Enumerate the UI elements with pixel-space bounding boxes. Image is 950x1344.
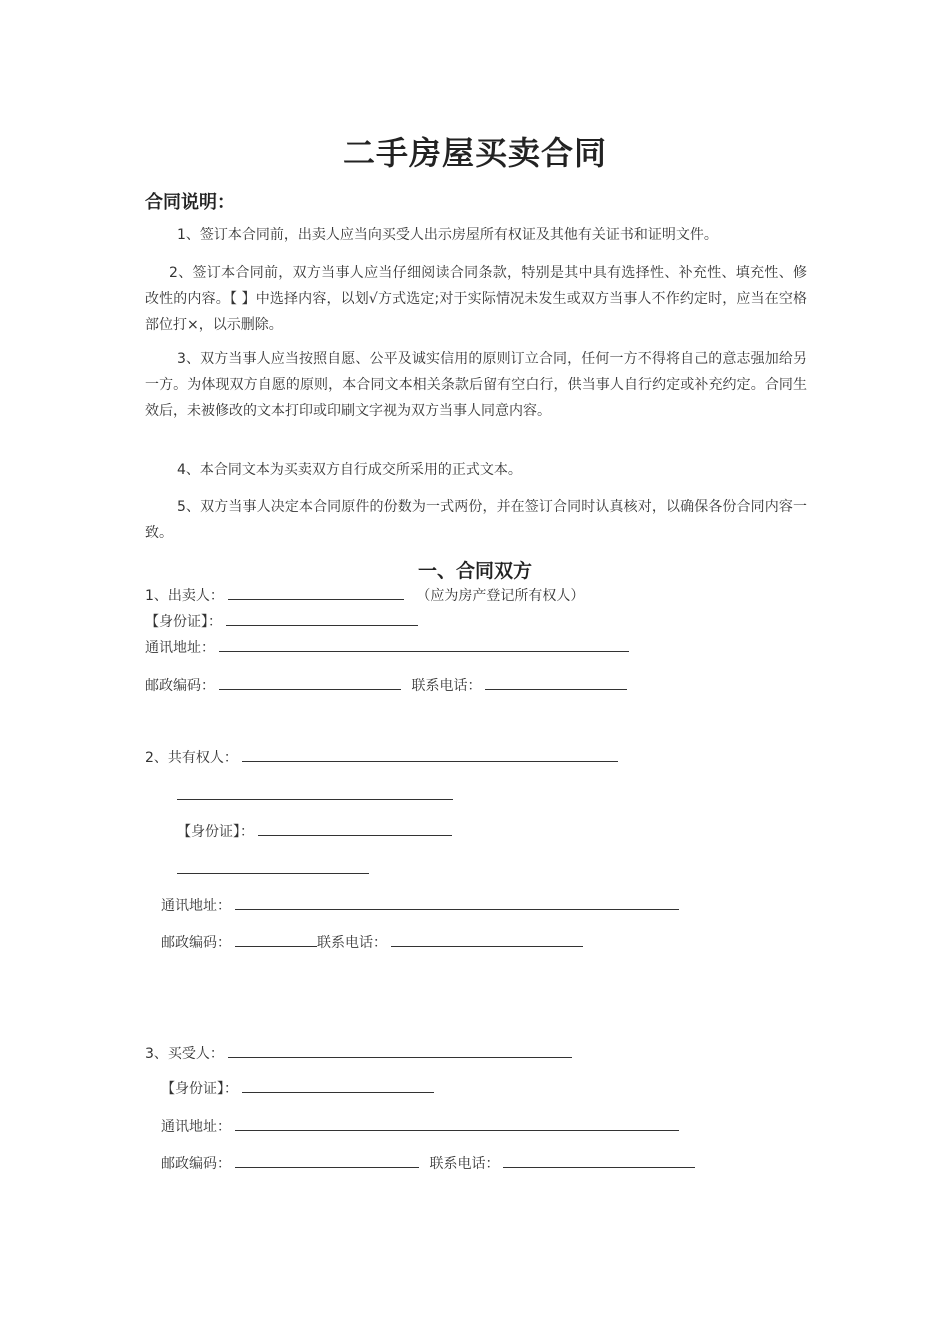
section-title-parties: 一、合同双方 [417, 560, 532, 582]
note-paragraph: 5、双方当事人决定本合同原件的份数为一式两份，并在签订合同时认真核对，以确保各份合同内容一致。 [145, 499, 807, 541]
seller-address-field[interactable] [219, 636, 629, 652]
seller-phone-field[interactable] [485, 674, 627, 690]
buyer-label: 3、买受人： [145, 1046, 224, 1062]
seller-postcode-label: 邮政编码： [145, 678, 215, 694]
coowner-address-field[interactable] [235, 894, 679, 910]
buyer-postcode-field[interactable] [235, 1152, 419, 1168]
coowner-id-row [177, 820, 452, 842]
coowner-name-field[interactable] [242, 746, 618, 762]
coowner-label: 2、共有权人： [145, 750, 238, 766]
coowner-address-label: 通讯地址： [161, 898, 231, 914]
seller-label: 1、出卖人： [145, 588, 224, 604]
document-title: 二手房屋买卖合同 [342, 134, 607, 172]
seller-address-label: 通讯地址： [145, 640, 215, 656]
note-paragraph: 3、双方当事人应当按照自愿、公平及诚实信用的原则订立合同，任何一方不得将自己的意志强加给另一方。为体现双方自愿的原则，本合同文本相关条款后留有空白行，供当事人自行约定或补充约定。合同生效后，未被修改的文本打印或印刷文字视为双方当事人同意内容。 [145, 351, 807, 419]
coowner-phone-label: 联系电话： [317, 935, 387, 951]
seller-row [145, 584, 584, 606]
buyer-postcode-label: 邮政编码： [161, 1156, 231, 1172]
note-paragraph: 1、签订本合同前，出卖人应当向买受人出示房屋所有权证及其他有关证书和证明文件。 [177, 227, 718, 243]
coowner-extra-line[interactable] [177, 799, 453, 800]
coowner-address-row [161, 894, 679, 916]
coowner-contact-row [161, 931, 583, 953]
coowner-id-extra-line[interactable] [177, 873, 369, 874]
coowner-id-field[interactable] [258, 820, 452, 836]
buyer-name-field[interactable] [228, 1042, 572, 1058]
notes-heading: 合同说明： [145, 192, 235, 213]
seller-id-row [145, 610, 418, 632]
buyer-id-row [161, 1077, 434, 1099]
coowner-row [145, 746, 618, 768]
buyer-address-field[interactable] [235, 1115, 679, 1131]
seller-phone-label: 联系电话： [411, 678, 482, 694]
buyer-phone-label: 联系电话： [429, 1156, 500, 1172]
seller-id-label: 【身份证】： [145, 614, 222, 630]
buyer-id-field[interactable] [242, 1077, 434, 1093]
buyer-contact-row [161, 1152, 695, 1174]
note-paragraph: 2、签订本合同前，双方当事人应当仔细阅读合同条款，特别是其中具有选择性、补充性、填充性、修改性的内容。【 】中选择内容，以划√方式选定;对于实际情况未发生或双方当事人不作约定时，应当在空格部位打×，以示删除。 [145, 265, 807, 333]
seller-id-field[interactable] [226, 610, 418, 626]
buyer-address-label: 通讯地址： [161, 1119, 231, 1135]
note-paragraph: 4、本合同文本为买卖双方自行成交所采用的正式文本。 [177, 462, 522, 478]
coowner-postcode-label: 邮政编码： [161, 935, 231, 951]
seller-contact-row [145, 674, 627, 696]
coowner-id-label: 【身份证】： [177, 824, 254, 840]
seller-name-field[interactable] [228, 584, 404, 600]
coowner-phone-field[interactable] [391, 931, 583, 947]
seller-postcode-field[interactable] [219, 674, 401, 690]
seller-note: （应为房产登记所有权人） [416, 588, 585, 604]
buyer-row [145, 1042, 572, 1064]
buyer-address-row [161, 1115, 679, 1137]
buyer-id-label: 【身份证】： [161, 1081, 238, 1097]
coowner-postcode-field[interactable] [235, 931, 317, 947]
seller-address-row [145, 636, 629, 658]
buyer-phone-field[interactable] [503, 1152, 695, 1168]
